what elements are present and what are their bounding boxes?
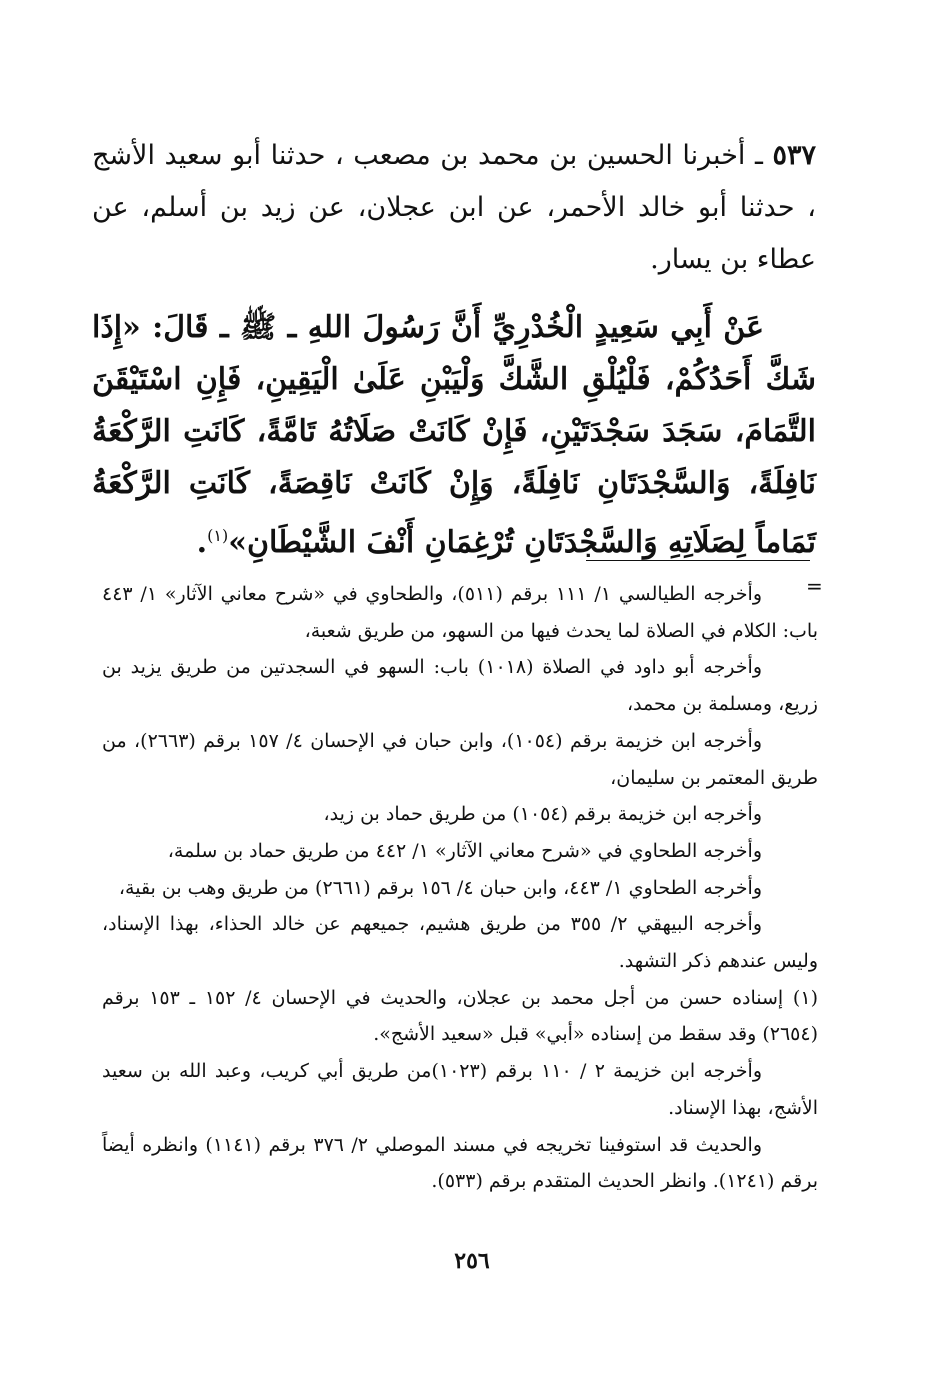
hadith-paragraph <box>92 302 816 569</box>
footnote-one: (١) إسناده حسن من أجل محمد بن عجلان، والحديث في الإحسان ٤/ ١٥٢ ـ ١٥٣ برقم (٢٦٥٤) وقد سقط من إسناده «أبي» قبل «سعيد الأشج». <box>102 986 818 1046</box>
footnote-line: وأخرجه البيهقي ٢/ ٣٥٥ من طريق هشيم، جميعهم عن خالد الحذاء، بهذا الإسناد، وليس عندهم ذكر التشهد. <box>102 913 818 973</box>
footnote-line: وأخرجه ابن خزيمة ٢ / ١١٠ برقم (١٠٢٣)من طريق أبي كريب، وعبد الله بن سعيد الأشج، بهذا الإسناد. <box>102 1060 818 1119</box>
footnote-line: وأخرجه أبو داود في الصلاة (١٠١٨) باب: السهو في السجدتين من طريق يزيد بن زريع، ومسلمة بن محمد، <box>102 656 818 716</box>
footnote-line: وأخرجه الطحاوي ١/ ٤٤٣، وابن حبان ٤/ ١٥٦ برقم (٢٦٦١) من طريق وهب بن بقية، <box>118 876 762 899</box>
footnote-line: والحديث قد استوفينا تخريجه في مسند الموصلي ٢/ ٣٧٦ برقم (١١٤١) وانظره أيضاً برقم (١٢٤١). وانظر الحديث المتقدم برقم (٥٣٣). <box>102 1133 818 1193</box>
isnad-text: ـ أخبرنا الحسين بن محمد بن مصعب ، حدثنا أبو سعيد الأشج ، حدثنا أبو خالد الأحمر، عن ابن عجلان، عن زيد بن أسلم، عن عطاء بن يسار. <box>92 140 816 275</box>
footnote-line: وأخرجه ابن خزيمة برقم (١٠٥٤) من طريق حماد بن زيد، <box>323 803 762 826</box>
footnote-line: وأخرجه ابن خزيمة برقم (١٠٥٤)، وابن حبان في الإحسان ٤/ ١٥٧ برقم (٢٦٦٣)، من طريق المعتمر بن سليمان، <box>102 729 818 789</box>
hadith-end-mark: . <box>196 525 208 560</box>
continuation-mark: = <box>806 574 823 598</box>
footnote-line: وأخرجه الطحاوي في «شرح معاني الآثار» ١/ ٤٤٢ من طريق حماد بن سلمة، <box>167 839 762 862</box>
footnote-separator <box>586 560 810 561</box>
footnote-reference: (١) <box>207 526 229 545</box>
isnad-paragraph <box>92 130 816 286</box>
hadith-text: عَنْ أَبِي سَعِيدٍ الْخُدْرِيِّ أَنَّ رَسُولَ اللهِ ـ ﷺ ـ قَالَ: «إِذَا شَكَّ أَحَدُكُمْ، فَلْيُلْقِ الشَّكَّ وَلْيَبْنِ عَلَىٰ الْيَقِينِ، فَإِنِ اسْتَيْقَنَ التَّمَامَ، سَجَدَ سَجْدَتَيْنِ، فَإِنْ كَانَتْ صَلَاتُهُ تَامَّةً، كَانَتِ الرَّكْعَةُ نَافِلَةً، وَالسَّجْدَتَانِ نَافِلَةً، وَإِنْ كَانَتْ نَاقِصَةً، كَانَتِ الرَّكْعَةُ تَمَاماً لِصَلَاتِهِ وَالسَّجْدَتَانِ تُرْغِمَانِ أَنْفَ الشَّيْطَانِ» <box>92 310 816 560</box>
page-number: ٢٥٦ <box>454 1248 490 1274</box>
footnote-line: وأخرجه الطيالسي ١/ ١١١ برقم (٥١١)، والطحاوي في «شرح معاني الآثار» ١/ ٤٤٣ باب: الكلام في الصلاة لما يحدث فيها من السهو، من طريق شعبة، <box>102 583 818 642</box>
footnotes <box>102 576 818 1200</box>
main-text <box>92 130 816 569</box>
hadith-number: ٥٣٧ <box>772 140 816 171</box>
